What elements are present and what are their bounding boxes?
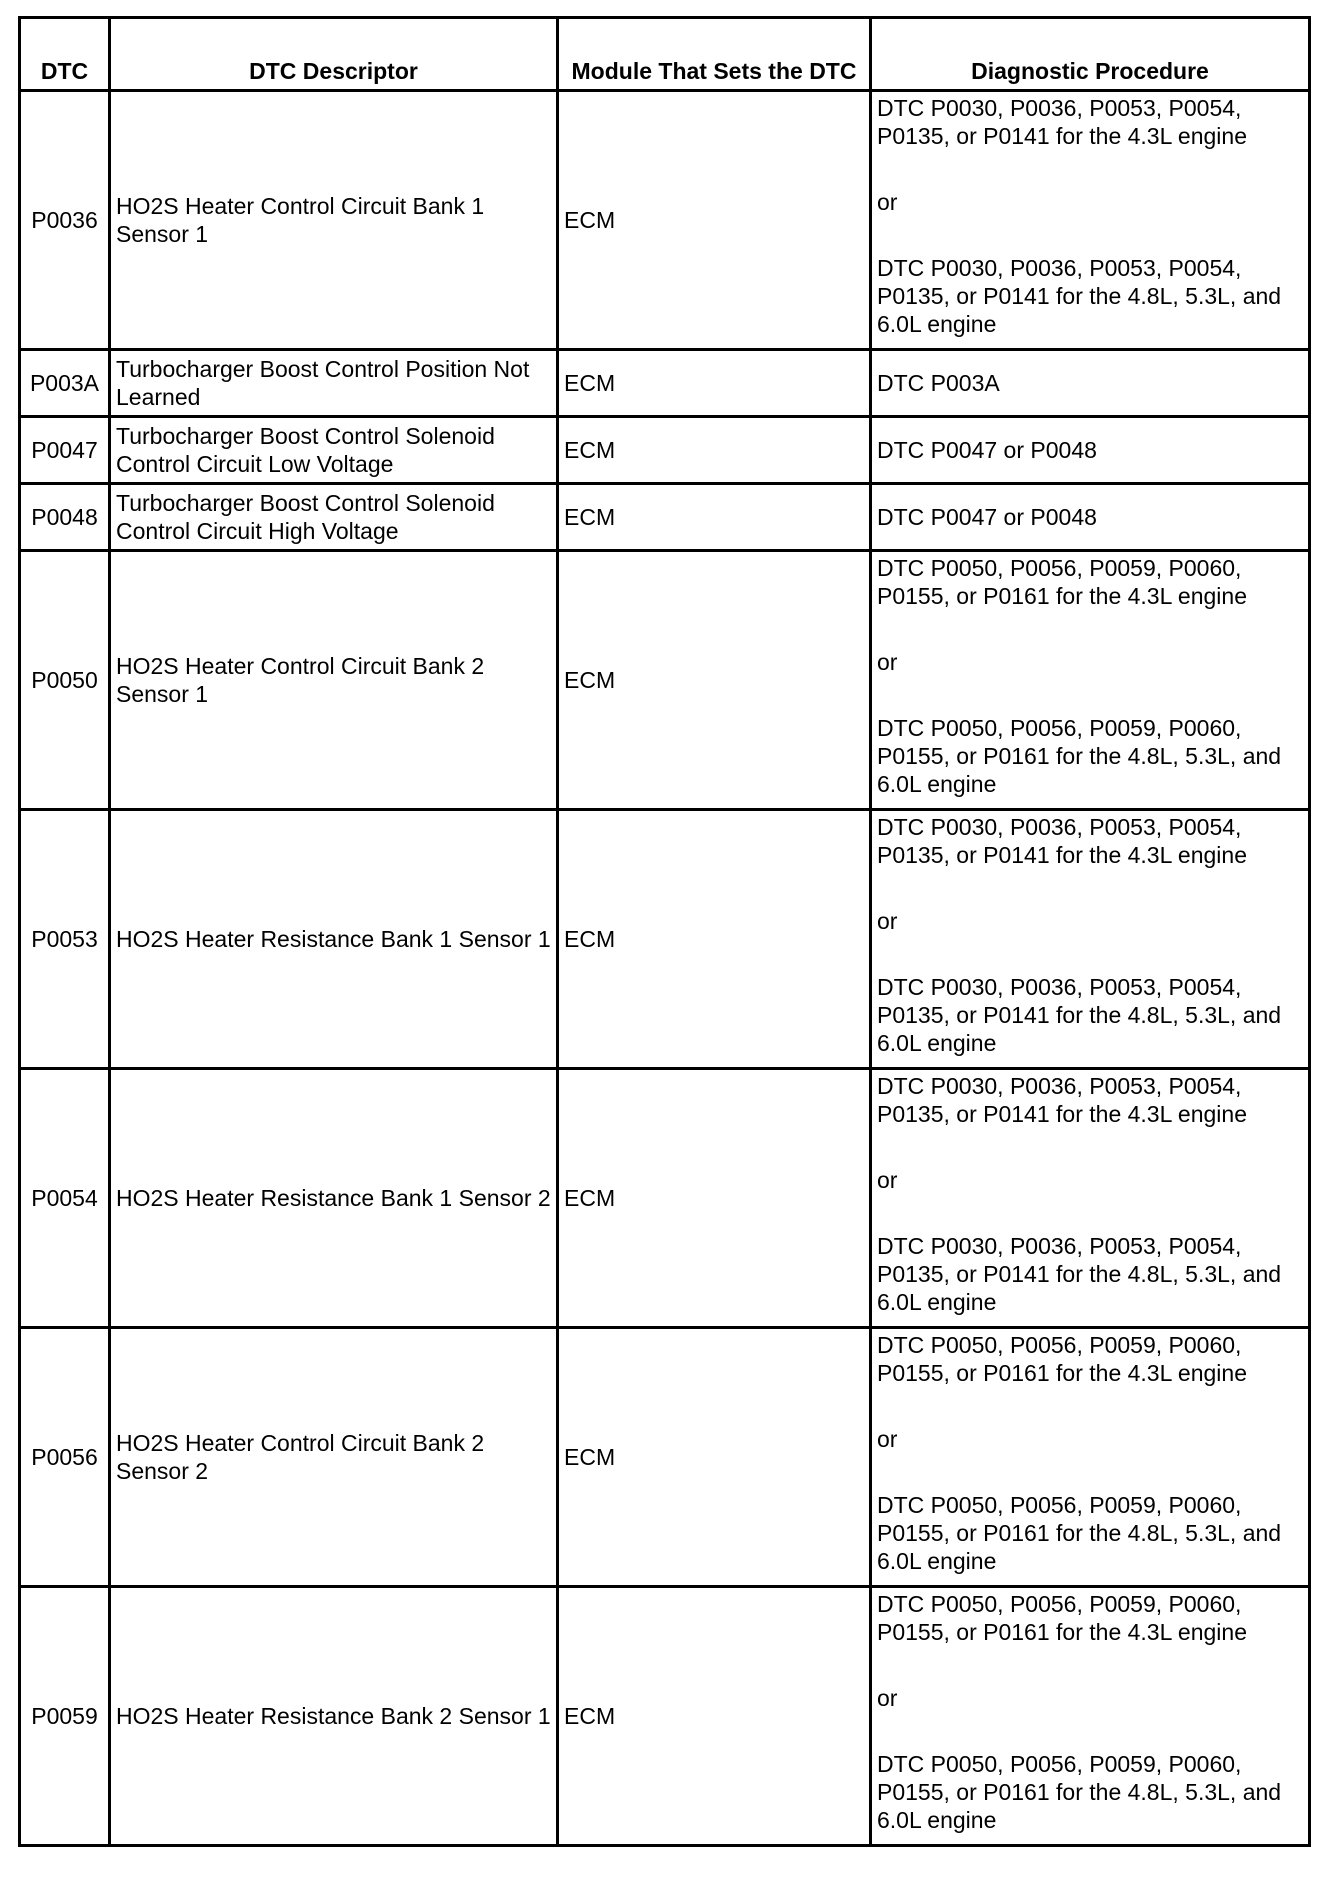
dtc-descriptor: HO2S Heater Control Circuit Bank 2 Sensor 1 bbox=[110, 551, 558, 810]
dtc-descriptor: Turbocharger Boost Control Solenoid Control Circuit High Voltage bbox=[110, 484, 558, 551]
dtc-code: P003A bbox=[20, 350, 110, 417]
dtc-code: P0036 bbox=[20, 91, 110, 350]
diagnostic-procedure: DTC P003A bbox=[871, 350, 1310, 417]
dtc-module: ECM bbox=[558, 551, 871, 810]
procedure-or: or bbox=[877, 649, 898, 675]
dtc-code: P0054 bbox=[20, 1069, 110, 1328]
procedure-alternate: DTC P0050, P0056, P0059, P0060, P0155, or P0161 for the 4.8L, 5.3L, and 6.0L engine bbox=[877, 1751, 1282, 1833]
table-row bbox=[20, 810, 1310, 1069]
dtc-module: ECM bbox=[558, 1328, 871, 1587]
procedure-or: or bbox=[877, 1167, 898, 1193]
dtc-code: P0056 bbox=[20, 1328, 110, 1587]
table-row bbox=[20, 1587, 1310, 1846]
dtc-descriptor: HO2S Heater Resistance Bank 1 Sensor 2 bbox=[110, 1069, 558, 1328]
dtc-descriptor: Turbocharger Boost Control Solenoid Control Circuit Low Voltage bbox=[110, 417, 558, 484]
header-module: Module That Sets the DTC bbox=[558, 18, 871, 91]
dtc-descriptor: HO2S Heater Control Circuit Bank 1 Sensor 1 bbox=[110, 91, 558, 350]
dtc-descriptor: Turbocharger Boost Control Position Not Learned bbox=[110, 350, 558, 417]
procedure-primary: DTC P0030, P0036, P0053, P0054, P0135, or P0141 for the 4.3L engine bbox=[877, 95, 1247, 149]
header-procedure: Diagnostic Procedure bbox=[871, 18, 1310, 91]
dtc-module: ECM bbox=[558, 1587, 871, 1846]
diagnostic-procedure: DTC P0047 or P0048 bbox=[871, 484, 1310, 551]
dtc-code: P0047 bbox=[20, 417, 110, 484]
dtc-module: ECM bbox=[558, 417, 871, 484]
table-row bbox=[20, 551, 1310, 810]
procedure-or: or bbox=[877, 1685, 898, 1711]
dtc-table bbox=[18, 16, 1311, 1847]
table-header-row bbox=[20, 18, 1310, 91]
procedure-primary: DTC P0030, P0036, P0053, P0054, P0135, or P0141 for the 4.3L engine bbox=[877, 814, 1247, 868]
diagnostic-procedure bbox=[871, 810, 1310, 1069]
procedure-alternate: DTC P0050, P0056, P0059, P0060, P0155, or P0161 for the 4.8L, 5.3L, and 6.0L engine bbox=[877, 1492, 1282, 1574]
table-row bbox=[20, 1328, 1310, 1587]
procedure-or: or bbox=[877, 189, 898, 215]
procedure-primary: DTC P0050, P0056, P0059, P0060, P0155, or P0161 for the 4.3L engine bbox=[877, 1332, 1247, 1386]
table-row bbox=[20, 350, 1310, 417]
dtc-code: P0048 bbox=[20, 484, 110, 551]
diagnostic-procedure bbox=[871, 1328, 1310, 1587]
dtc-module: ECM bbox=[558, 91, 871, 350]
table-row bbox=[20, 417, 1310, 484]
header-dtc: DTC bbox=[20, 18, 110, 91]
dtc-module: ECM bbox=[558, 484, 871, 551]
procedure-alternate: DTC P0030, P0036, P0053, P0054, P0135, or P0141 for the 4.8L, 5.3L, and 6.0L engine bbox=[877, 255, 1282, 337]
diagnostic-procedure bbox=[871, 551, 1310, 810]
procedure-primary: DTC P0050, P0056, P0059, P0060, P0155, or P0161 for the 4.3L engine bbox=[877, 1591, 1247, 1645]
header-descriptor: DTC Descriptor bbox=[110, 18, 558, 91]
procedure-or: or bbox=[877, 1426, 898, 1452]
diagnostic-procedure: DTC P0047 or P0048 bbox=[871, 417, 1310, 484]
dtc-descriptor: HO2S Heater Control Circuit Bank 2 Sensor 2 bbox=[110, 1328, 558, 1587]
table-row bbox=[20, 1069, 1310, 1328]
diagnostic-procedure bbox=[871, 1069, 1310, 1328]
table-row bbox=[20, 484, 1310, 551]
dtc-code: P0053 bbox=[20, 810, 110, 1069]
dtc-module: ECM bbox=[558, 350, 871, 417]
procedure-or: or bbox=[877, 908, 898, 934]
procedure-alternate: DTC P0030, P0036, P0053, P0054, P0135, or P0141 for the 4.8L, 5.3L, and 6.0L engine bbox=[877, 974, 1282, 1056]
diagnostic-procedure bbox=[871, 91, 1310, 350]
dtc-descriptor: HO2S Heater Resistance Bank 2 Sensor 1 bbox=[110, 1587, 558, 1846]
dtc-module: ECM bbox=[558, 810, 871, 1069]
dtc-module: ECM bbox=[558, 1069, 871, 1328]
diagnostic-procedure bbox=[871, 1587, 1310, 1846]
procedure-alternate: DTC P0050, P0056, P0059, P0060, P0155, or P0161 for the 4.8L, 5.3L, and 6.0L engine bbox=[877, 715, 1282, 797]
table-row bbox=[20, 91, 1310, 350]
procedure-primary: DTC P0030, P0036, P0053, P0054, P0135, or P0141 for the 4.3L engine bbox=[877, 1073, 1247, 1127]
dtc-code: P0050 bbox=[20, 551, 110, 810]
procedure-alternate: DTC P0030, P0036, P0053, P0054, P0135, or P0141 for the 4.8L, 5.3L, and 6.0L engine bbox=[877, 1233, 1282, 1315]
dtc-code: P0059 bbox=[20, 1587, 110, 1846]
procedure-primary: DTC P0050, P0056, P0059, P0060, P0155, or P0161 for the 4.3L engine bbox=[877, 555, 1247, 609]
dtc-descriptor: HO2S Heater Resistance Bank 1 Sensor 1 bbox=[110, 810, 558, 1069]
